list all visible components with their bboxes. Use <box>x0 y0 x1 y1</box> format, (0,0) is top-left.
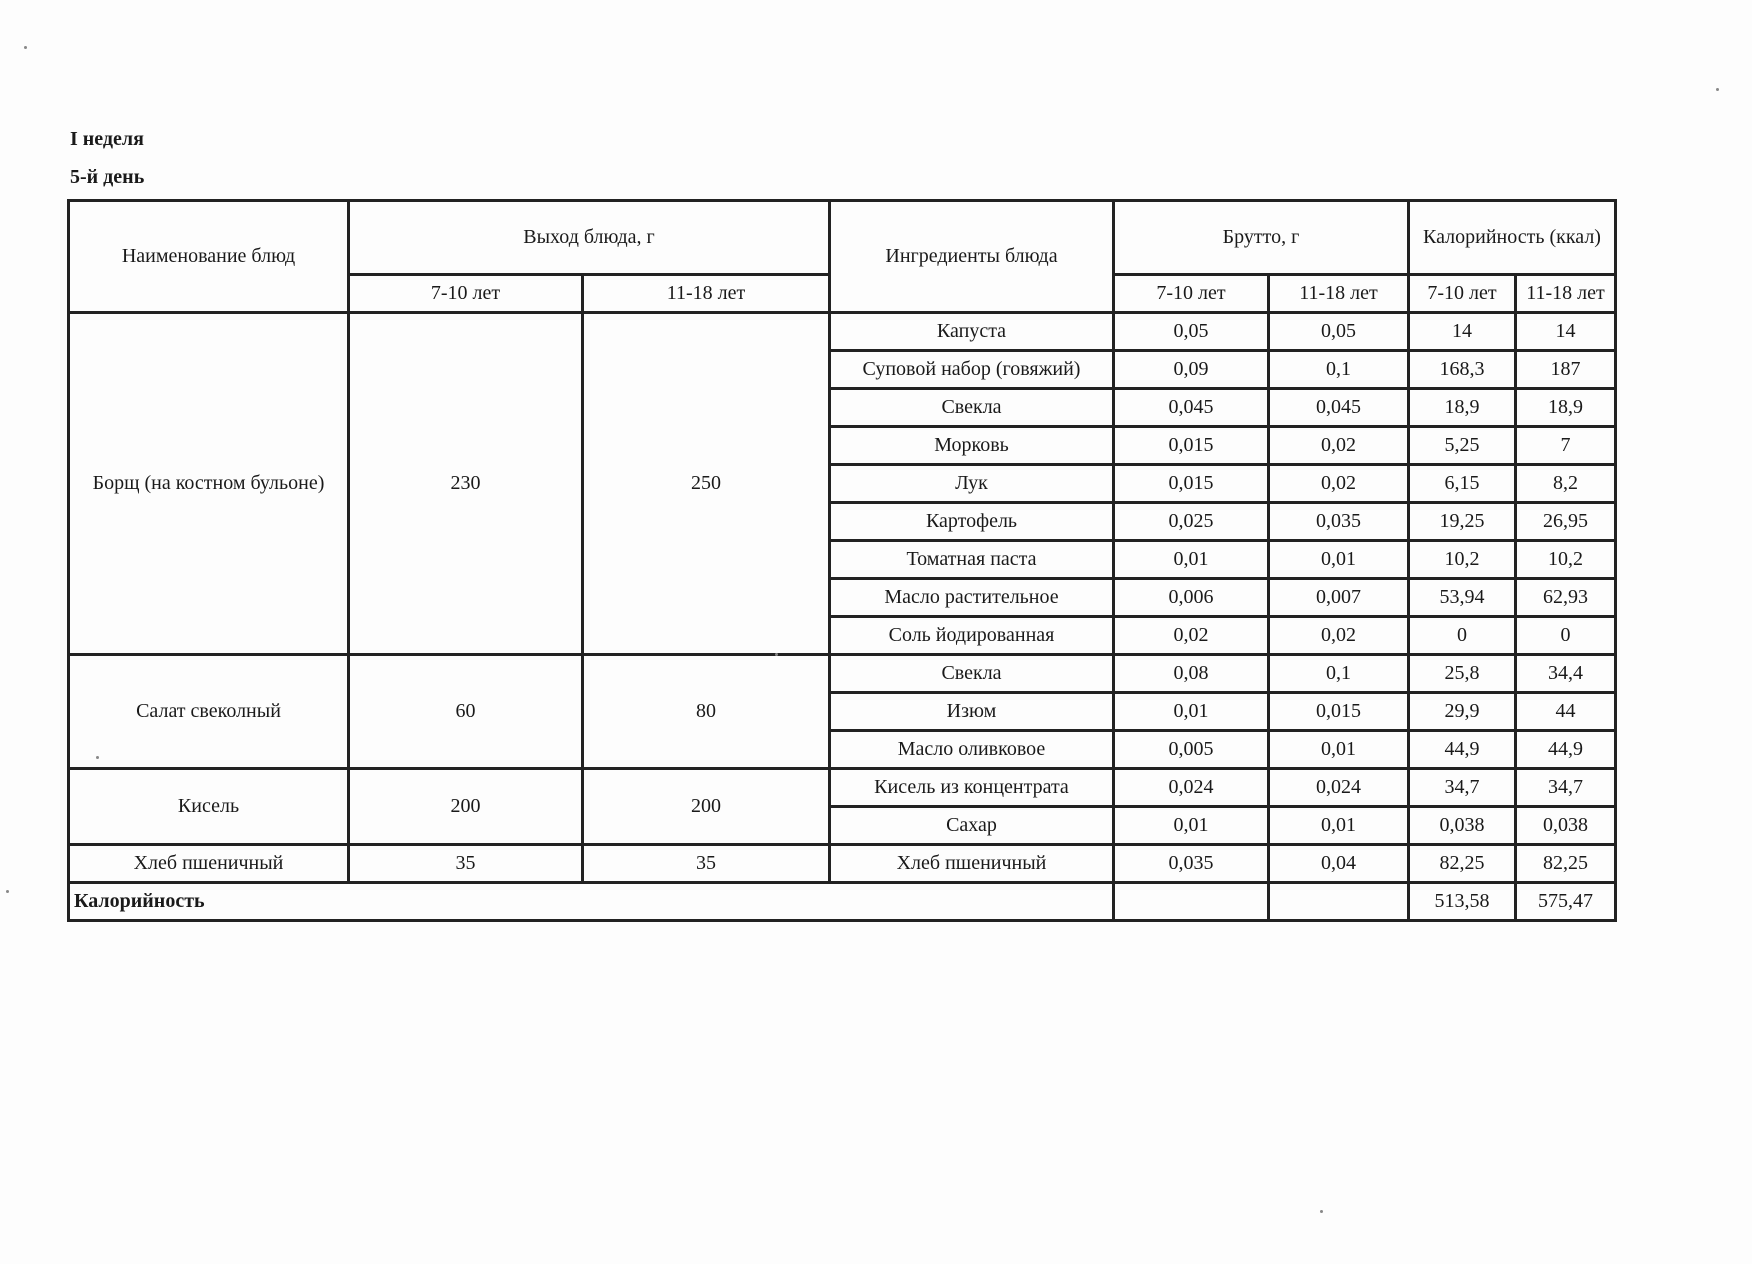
gross-7-10: 0,01 <box>1114 693 1269 731</box>
kcal-11-18: 44 <box>1516 693 1616 731</box>
kcal-7-10: 10,2 <box>1409 541 1516 579</box>
kcal-11-18: 0 <box>1516 617 1616 655</box>
kcal-7-10: 19,25 <box>1409 503 1516 541</box>
kcal-11-18: 10,2 <box>1516 541 1616 579</box>
total-gross-7-10 <box>1114 883 1269 921</box>
header-gross: Брутто, г <box>1114 201 1409 275</box>
kcal-11-18: 82,25 <box>1516 845 1616 883</box>
gross-11-18: 0,015 <box>1269 693 1409 731</box>
ingredient-name: Свекла <box>830 655 1114 693</box>
table-row <box>69 655 1616 693</box>
kcal-7-10: 14 <box>1409 313 1516 351</box>
header-gross-7-10: 7-10 лет <box>1114 275 1269 313</box>
kcal-11-18: 14 <box>1516 313 1616 351</box>
gross-7-10: 0,045 <box>1114 389 1269 427</box>
kcal-11-18: 26,95 <box>1516 503 1616 541</box>
header-row-1 <box>69 201 1616 275</box>
ingredient-name: Изюм <box>830 693 1114 731</box>
gross-11-18: 0,035 <box>1269 503 1409 541</box>
table-row <box>69 845 1616 883</box>
kcal-11-18: 0,038 <box>1516 807 1616 845</box>
gross-11-18: 0,045 <box>1269 389 1409 427</box>
ingredient-name: Морковь <box>830 427 1114 465</box>
gross-7-10: 0,006 <box>1114 579 1269 617</box>
ingredient-name: Сахар <box>830 807 1114 845</box>
gross-11-18: 0,02 <box>1269 465 1409 503</box>
dish-yield-11-18: 250 <box>583 313 830 655</box>
gross-7-10: 0,015 <box>1114 427 1269 465</box>
gross-11-18: 0,01 <box>1269 541 1409 579</box>
gross-11-18: 0,02 <box>1269 427 1409 465</box>
scan-speck <box>6 890 9 893</box>
dish-yield-7-10: 230 <box>349 313 583 655</box>
ingredient-name: Масло оливковое <box>830 731 1114 769</box>
ingredient-name: Свекла <box>830 389 1114 427</box>
gross-7-10: 0,015 <box>1114 465 1269 503</box>
header-yield-7-10: 7-10 лет <box>349 275 583 313</box>
kcal-7-10: 53,94 <box>1409 579 1516 617</box>
scan-speck <box>24 46 27 49</box>
gross-11-18: 0,1 <box>1269 655 1409 693</box>
total-label: Калорийность <box>69 883 1114 921</box>
kcal-7-10: 25,8 <box>1409 655 1516 693</box>
header-yield-11-18: 11-18 лет <box>583 275 830 313</box>
header-yield: Выход блюда, г <box>349 201 830 275</box>
kcal-11-18: 62,93 <box>1516 579 1616 617</box>
dish-name: Борщ (на костном бульоне) <box>69 313 349 655</box>
total-gross-11-18 <box>1269 883 1409 921</box>
header-gross-11-18: 11-18 лет <box>1269 275 1409 313</box>
gross-7-10: 0,005 <box>1114 731 1269 769</box>
gross-11-18: 0,01 <box>1269 731 1409 769</box>
kcal-7-10: 29,9 <box>1409 693 1516 731</box>
gross-7-10: 0,025 <box>1114 503 1269 541</box>
kcal-7-10: 5,25 <box>1409 427 1516 465</box>
kcal-11-18: 187 <box>1516 351 1616 389</box>
dish-name: Хлеб пшеничный <box>69 845 349 883</box>
kcal-7-10: 18,9 <box>1409 389 1516 427</box>
ingredient-name: Капуста <box>830 313 1114 351</box>
kcal-7-10: 44,9 <box>1409 731 1516 769</box>
dish-yield-11-18: 35 <box>583 845 830 883</box>
menu-table <box>67 199 1617 922</box>
gross-11-18: 0,024 <box>1269 769 1409 807</box>
kcal-7-10: 6,15 <box>1409 465 1516 503</box>
table-row <box>69 769 1616 807</box>
gross-7-10: 0,01 <box>1114 541 1269 579</box>
ingredient-name: Кисель из концентрата <box>830 769 1114 807</box>
ingredient-name: Томатная паста <box>830 541 1114 579</box>
gross-11-18: 0,01 <box>1269 807 1409 845</box>
day-title: 5-й день <box>70 166 145 188</box>
gross-7-10: 0,01 <box>1114 807 1269 845</box>
gross-11-18: 0,007 <box>1269 579 1409 617</box>
table-row <box>69 313 1616 351</box>
kcal-7-10: 168,3 <box>1409 351 1516 389</box>
kcal-11-18: 44,9 <box>1516 731 1616 769</box>
gross-7-10: 0,035 <box>1114 845 1269 883</box>
gross-7-10: 0,09 <box>1114 351 1269 389</box>
scan-speck <box>1716 88 1719 91</box>
dish-name: Кисель <box>69 769 349 845</box>
gross-7-10: 0,02 <box>1114 617 1269 655</box>
kcal-7-10: 34,7 <box>1409 769 1516 807</box>
ingredient-name: Картофель <box>830 503 1114 541</box>
scan-speck <box>1320 1210 1323 1213</box>
header-dish-name: Наименование блюд <box>69 201 349 313</box>
dish-yield-7-10: 60 <box>349 655 583 769</box>
header-kcal-11-18: 11-18 лет <box>1516 275 1616 313</box>
gross-7-10: 0,024 <box>1114 769 1269 807</box>
header-kcal-7-10: 7-10 лет <box>1409 275 1516 313</box>
total-row <box>69 883 1616 921</box>
ingredient-name: Масло растительное <box>830 579 1114 617</box>
gross-7-10: 0,05 <box>1114 313 1269 351</box>
ingredient-name: Суповой набор (говяжий) <box>830 351 1114 389</box>
week-title: I неделя <box>70 128 144 150</box>
kcal-7-10: 0 <box>1409 617 1516 655</box>
dish-yield-7-10: 35 <box>349 845 583 883</box>
gross-11-18: 0,05 <box>1269 313 1409 351</box>
dish-yield-11-18: 200 <box>583 769 830 845</box>
gross-11-18: 0,1 <box>1269 351 1409 389</box>
scan-speck <box>96 756 99 759</box>
total-kcal-7-10: 513,58 <box>1409 883 1516 921</box>
dish-yield-7-10: 200 <box>349 769 583 845</box>
dish-name: Салат свеколный <box>69 655 349 769</box>
kcal-7-10: 82,25 <box>1409 845 1516 883</box>
kcal-11-18: 8,2 <box>1516 465 1616 503</box>
gross-11-18: 0,02 <box>1269 617 1409 655</box>
kcal-7-10: 0,038 <box>1409 807 1516 845</box>
kcal-11-18: 18,9 <box>1516 389 1616 427</box>
header-calories: Калорийность (ккал) <box>1409 201 1616 275</box>
ingredient-name: Хлеб пшеничный <box>830 845 1114 883</box>
gross-11-18: 0,04 <box>1269 845 1409 883</box>
kcal-11-18: 7 <box>1516 427 1616 465</box>
kcal-11-18: 34,7 <box>1516 769 1616 807</box>
kcal-11-18: 34,4 <box>1516 655 1616 693</box>
header-ingredients: Ингредиенты блюда <box>830 201 1114 313</box>
scan-speck <box>775 653 778 656</box>
ingredient-name: Лук <box>830 465 1114 503</box>
total-kcal-11-18: 575,47 <box>1516 883 1616 921</box>
dish-yield-11-18: 80 <box>583 655 830 769</box>
ingredient-name: Соль йодированная <box>830 617 1114 655</box>
gross-7-10: 0,08 <box>1114 655 1269 693</box>
